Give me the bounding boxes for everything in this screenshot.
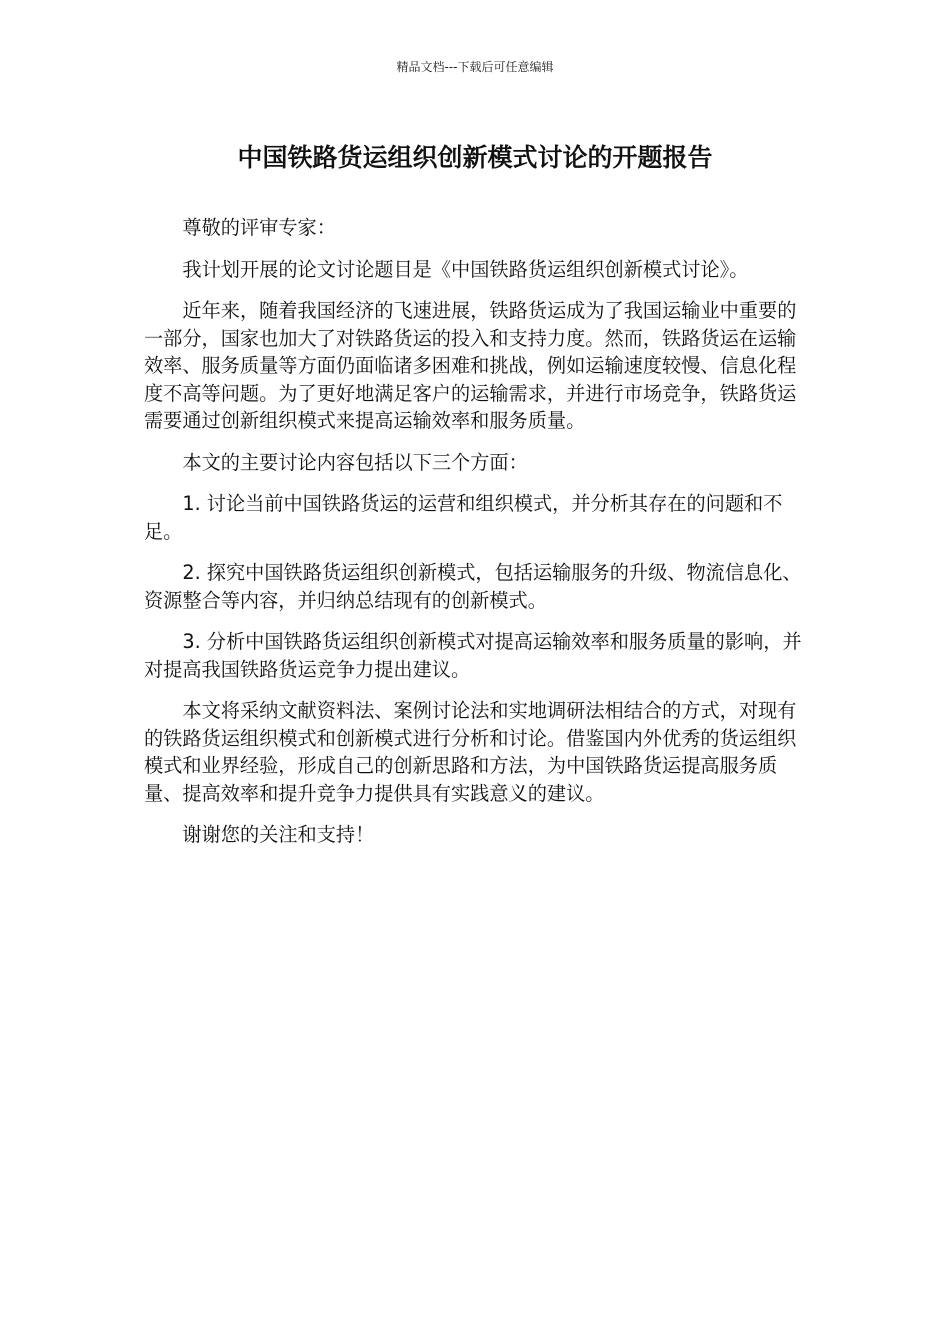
method-paragraph: 本文将采纳文献资料法、案例讨论法和实地调研法相结合的方式，对现有的铁路货运组织模式和创新模式进行分析和讨论。借鉴国内外优秀的货运组织模式和业界经验，形成自己的创新思路和方法，为中国铁路货运提高服务质量、提高效率和提升竞争力提供具有实践意义的建议。 xyxy=(144,699,797,805)
closing-paragraph: 谢谢您的关注和支持！ xyxy=(182,823,375,846)
document-body xyxy=(144,214,804,863)
content-item-1: 1. 讨论当前中国铁路货运的运营和组织模式，并分析其存在的问题和不足。 xyxy=(144,492,783,543)
document-title: 中国铁路货运组织创新模式讨论的开题报告 xyxy=(237,143,713,172)
background-paragraph: 近年来，随着我国经济的飞速进展，铁路货运成为了我国运输业中重要的一部分，国家也加大了对铁路货运的投入和支持力度。然而，铁路货运在运输效率、服务质量等方面仍面临诸多困难和挑战，例如运输速度较慢、信息化程度不高等问题。为了更好地满足客户的运输需求，并进行市场竞争，铁路货运需要通过创新组织模式来提高运输效率和服务质量。 xyxy=(144,299,797,432)
content-item-2: 2. 探究中国铁路货运组织创新模式，包括运输服务的升级、物流信息化、资源整合等内容，并归纳总结现有的创新模式。 xyxy=(144,561,802,612)
salutation-paragraph: 尊敬的评审专家： xyxy=(182,216,336,239)
header-watermark-note: 精品文档---下载后可任意编辑 xyxy=(396,60,554,74)
content-item-3: 3. 分析中国铁路货运组织创新模式对提高运输效率和服务质量的影响，并对提高我国铁路货运竞争力提出建议。 xyxy=(144,630,802,681)
content-intro-paragraph: 本文的主要讨论内容包括以下三个方面： xyxy=(182,450,528,474)
topic-paragraph: 我计划开展的论文讨论题目是《中国铁路货运组织创新模式讨论》。 xyxy=(182,257,749,281)
